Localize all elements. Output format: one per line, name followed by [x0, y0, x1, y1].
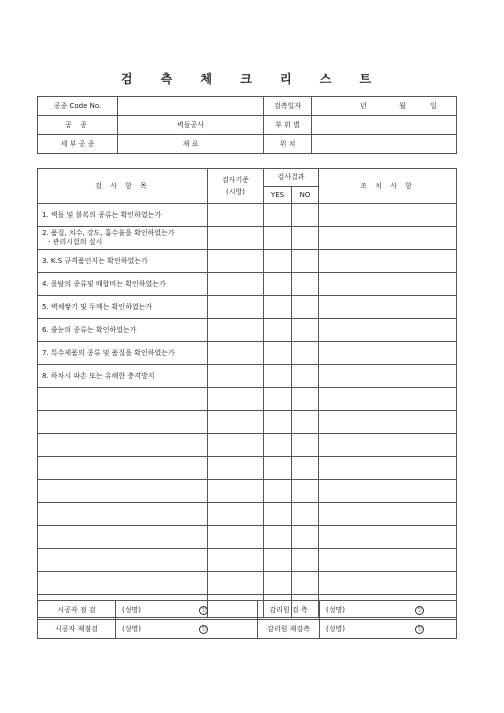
- no-cell[interactable]: [292, 457, 319, 480]
- standard-cell[interactable]: [208, 549, 264, 572]
- code-label: 공종 Code No.: [38, 97, 118, 116]
- checklist-header-row: [38, 169, 457, 187]
- action-cell[interactable]: [319, 227, 457, 250]
- standard-cell[interactable]: [208, 572, 264, 595]
- action-cell[interactable]: [319, 296, 457, 319]
- standard-cell[interactable]: [208, 227, 264, 250]
- table-row-empty: [38, 411, 457, 434]
- action-cell[interactable]: [319, 250, 457, 273]
- standard-cell[interactable]: [208, 388, 264, 411]
- name-label: (성명): [326, 625, 345, 633]
- supervisor-inspect-sign[interactable]: [320, 601, 457, 620]
- signature-row: [38, 601, 457, 620]
- supervisor-reinspect-sign[interactable]: [320, 620, 457, 639]
- name-label: (성명): [122, 625, 141, 633]
- no-header: NO: [292, 186, 319, 204]
- item-cell[interactable]: [38, 526, 208, 549]
- header-table: [37, 96, 457, 154]
- checklist-table: [37, 168, 457, 618]
- yes-header: YES: [264, 186, 292, 204]
- no-cell[interactable]: [292, 342, 319, 365]
- contractor-check-sign[interactable]: [116, 601, 258, 620]
- item-cell[interactable]: [38, 434, 208, 457]
- contractor-recheck-sign[interactable]: [116, 620, 258, 639]
- standard-header-sub: (시방): [226, 188, 245, 196]
- detail-work-value[interactable]: 재 료: [118, 135, 264, 154]
- no-cell[interactable]: [292, 549, 319, 572]
- result-header: 검사결과: [264, 169, 319, 187]
- seal-icon: 인: [415, 625, 424, 634]
- checklist-item: [38, 227, 208, 250]
- checklist-item: 6. 줄눈의 종류는 확인하였는가: [38, 319, 208, 342]
- contractor-check-label: 시공자 점 검: [38, 601, 116, 620]
- items-header: 검 사 항 목: [38, 169, 208, 204]
- location-label: 위 치: [264, 135, 312, 154]
- checklist-item: 3. K.S 규격품인지는 확인하였는가: [38, 250, 208, 273]
- standard-cell[interactable]: [208, 411, 264, 434]
- table-row-empty: [38, 434, 457, 457]
- action-cell[interactable]: [319, 434, 457, 457]
- yes-cell[interactable]: [264, 296, 292, 319]
- item-cell[interactable]: [38, 480, 208, 503]
- no-cell[interactable]: [292, 296, 319, 319]
- table-row-empty: [38, 549, 457, 572]
- no-cell[interactable]: [292, 250, 319, 273]
- standard-cell[interactable]: [208, 503, 264, 526]
- standard-cell[interactable]: [208, 457, 264, 480]
- no-cell[interactable]: [292, 204, 319, 227]
- standard-cell[interactable]: [208, 296, 264, 319]
- action-cell[interactable]: [319, 457, 457, 480]
- seal-icon: 인: [199, 625, 208, 634]
- location-value[interactable]: [312, 135, 457, 154]
- no-cell[interactable]: [292, 411, 319, 434]
- month-label: 월: [399, 102, 406, 110]
- table-row-empty: [38, 572, 457, 595]
- standard-cell[interactable]: [208, 480, 264, 503]
- work-type-value[interactable]: 벽돌공사: [118, 116, 264, 135]
- checklist-item: 7. 특수제품의 종류 및 품질을 확인하였는가: [38, 342, 208, 365]
- header-row-detail: [38, 135, 457, 154]
- part-label: 부 위 별: [264, 116, 312, 135]
- no-cell[interactable]: [292, 227, 319, 250]
- table-row: [38, 227, 457, 250]
- standard-cell[interactable]: [208, 342, 264, 365]
- code-value[interactable]: [118, 97, 264, 116]
- header-row-work-type: [38, 116, 457, 135]
- table-row: [38, 296, 457, 319]
- standard-cell[interactable]: [208, 273, 264, 296]
- table-row: [38, 319, 457, 342]
- yes-cell[interactable]: [264, 411, 292, 434]
- action-cell[interactable]: [319, 365, 457, 388]
- action-cell[interactable]: [319, 503, 457, 526]
- action-cell[interactable]: [319, 342, 457, 365]
- action-cell[interactable]: [319, 572, 457, 595]
- contractor-recheck-label: 시공자 재점검: [38, 620, 116, 639]
- table-row: [38, 342, 457, 365]
- standard-cell[interactable]: [208, 204, 264, 227]
- item-cell[interactable]: [38, 572, 208, 595]
- checklist-item: 5. 벽체쌓기 및 두께는 확인하였는가: [38, 296, 208, 319]
- yes-cell[interactable]: [264, 273, 292, 296]
- standard-cell[interactable]: [208, 526, 264, 549]
- checklist-item-subtext: - 관리시험의 실시: [48, 238, 103, 246]
- standard-cell[interactable]: [208, 250, 264, 273]
- item-cell[interactable]: [38, 503, 208, 526]
- yes-cell[interactable]: [264, 342, 292, 365]
- action-cell[interactable]: [319, 319, 457, 342]
- table-row: [38, 204, 457, 227]
- table-row-empty: [38, 480, 457, 503]
- table-row: [38, 250, 457, 273]
- signature-table: [37, 600, 457, 639]
- action-cell[interactable]: [319, 273, 457, 296]
- no-cell[interactable]: [292, 480, 319, 503]
- action-cell[interactable]: [319, 526, 457, 549]
- no-cell[interactable]: [292, 572, 319, 595]
- yes-cell[interactable]: [264, 434, 292, 457]
- standard-header: [208, 169, 264, 204]
- header-row-code: [38, 97, 457, 116]
- page-title: 검 측 체 크 리 스 트: [120, 72, 384, 86]
- action-cell[interactable]: [319, 480, 457, 503]
- table-row-empty: [38, 388, 457, 411]
- table-row-empty: [38, 526, 457, 549]
- seal-icon: 인: [415, 606, 424, 615]
- inspection-date-label: 검측일자: [264, 97, 312, 116]
- no-cell[interactable]: [292, 365, 319, 388]
- yes-cell[interactable]: [264, 572, 292, 595]
- checklist-item: 8. 하차시 파손 또는 유해한 충격방지: [38, 365, 208, 388]
- seal-icon: 인: [199, 606, 208, 615]
- yes-cell[interactable]: [264, 503, 292, 526]
- standard-cell[interactable]: [208, 365, 264, 388]
- standard-header-label: 검사기준: [221, 176, 250, 184]
- signature-row: [38, 620, 457, 639]
- part-value[interactable]: [312, 116, 457, 135]
- action-cell[interactable]: [319, 549, 457, 572]
- yes-cell[interactable]: [264, 480, 292, 503]
- no-cell[interactable]: [292, 319, 319, 342]
- supervisor-reinspect-label: 감리원 재검측: [258, 620, 320, 639]
- name-label: (성명): [326, 606, 345, 614]
- yes-cell[interactable]: [264, 457, 292, 480]
- table-row: [38, 273, 457, 296]
- item-cell[interactable]: [38, 457, 208, 480]
- yes-cell[interactable]: [264, 388, 292, 411]
- no-cell[interactable]: [292, 526, 319, 549]
- yes-cell[interactable]: [264, 250, 292, 273]
- item-cell[interactable]: [38, 388, 208, 411]
- detail-work-label: 세 부 공 종: [38, 135, 118, 154]
- item-cell[interactable]: [38, 411, 208, 434]
- action-cell[interactable]: [319, 204, 457, 227]
- item-cell[interactable]: [38, 549, 208, 572]
- yes-cell[interactable]: [264, 319, 292, 342]
- yes-cell[interactable]: [264, 526, 292, 549]
- checklist-item: 1. 벽돌 및 블록의 종류는 확인하였는가: [38, 204, 208, 227]
- standard-cell[interactable]: [208, 319, 264, 342]
- yes-cell[interactable]: [264, 227, 292, 250]
- supervisor-inspect-label: 감리원 검 측: [258, 601, 320, 620]
- yes-cell[interactable]: [264, 549, 292, 572]
- day-label: 일: [430, 102, 437, 110]
- table-row: [38, 365, 457, 388]
- no-cell[interactable]: [292, 388, 319, 411]
- inspection-date-value[interactable]: [312, 97, 457, 116]
- work-type-label: 공 종: [38, 116, 118, 135]
- checklist-item: 4. 몰탈의 종류및 배합비는 확인하였는가: [38, 273, 208, 296]
- no-cell[interactable]: [292, 273, 319, 296]
- standard-cell[interactable]: [208, 434, 264, 457]
- no-cell[interactable]: [292, 434, 319, 457]
- year-label: 년: [360, 102, 367, 110]
- name-label: (성명): [122, 606, 141, 614]
- yes-cell[interactable]: [264, 204, 292, 227]
- checklist-item-text: 2. 품질, 치수, 강도, 흡수율을 확인하였는가: [42, 229, 175, 237]
- yes-cell[interactable]: [264, 365, 292, 388]
- table-row-empty: [38, 503, 457, 526]
- table-row-empty: [38, 457, 457, 480]
- action-header: 조 치 사 항: [319, 169, 457, 204]
- no-cell[interactable]: [292, 503, 319, 526]
- action-cell[interactable]: [319, 411, 457, 434]
- action-cell[interactable]: [319, 388, 457, 411]
